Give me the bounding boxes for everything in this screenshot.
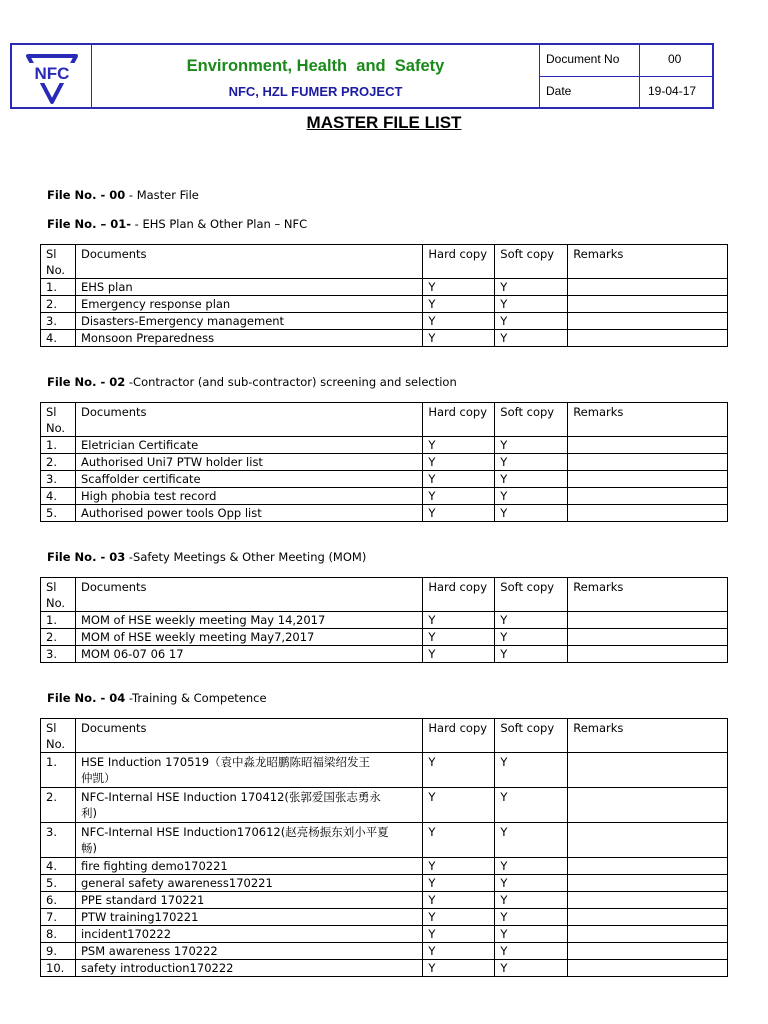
- title-cell: [92, 45, 540, 107]
- hard-copy-value: Y: [423, 454, 495, 471]
- remarks-value: [568, 471, 728, 488]
- document-name: Disasters-Emergency management: [75, 313, 422, 330]
- table-row: [41, 788, 728, 823]
- sl-no: 3.: [41, 646, 76, 663]
- file-03-heading: [47, 550, 366, 564]
- remarks-value: [568, 875, 728, 892]
- sl-no: 4.: [41, 330, 76, 347]
- hard-copy-value: Y: [423, 330, 495, 347]
- soft-copy-header: Soft copy: [495, 245, 568, 279]
- sl-no: 2.: [41, 296, 76, 313]
- meta-cell: [540, 45, 712, 107]
- table-row: [41, 823, 728, 858]
- sl-no: 4.: [41, 858, 76, 875]
- hard-copy-value: Y: [423, 488, 495, 505]
- table-row: [41, 646, 728, 663]
- file-02-table: [40, 402, 728, 522]
- sl-no: 3.: [41, 823, 76, 858]
- remarks-value: [568, 313, 728, 330]
- soft-copy-value: Y: [495, 629, 568, 646]
- table-row: [41, 313, 728, 330]
- document-name: Eletrician Certificate: [75, 437, 422, 454]
- remarks-value: [568, 858, 728, 875]
- remarks-value: [568, 505, 728, 522]
- document-name: PTW training170221: [75, 909, 422, 926]
- table-row: [41, 753, 728, 788]
- remarks-value: [568, 823, 728, 858]
- file-00-desc: - Master File: [125, 188, 199, 202]
- soft-copy-value: Y: [495, 875, 568, 892]
- table-header-row: [41, 578, 728, 612]
- soft-copy-value: Y: [495, 960, 568, 977]
- file-03-prefix: File No. - 03: [47, 550, 126, 564]
- remarks-header: Remarks: [568, 245, 728, 279]
- remarks-value: [568, 437, 728, 454]
- document-name: general safety awareness170221: [75, 875, 422, 892]
- document-name: Scaffolder certificate: [75, 471, 422, 488]
- table-row: [41, 943, 728, 960]
- sl-no: 6.: [41, 892, 76, 909]
- sl-no: 8.: [41, 926, 76, 943]
- remarks-value: [568, 909, 728, 926]
- table-row: [41, 875, 728, 892]
- table-row: [41, 909, 728, 926]
- document-name: MOM 06-07 06 17: [75, 646, 422, 663]
- hard-copy-value: Y: [423, 279, 495, 296]
- sl-no-header: Sl No.: [41, 245, 76, 279]
- table-header-row: [41, 245, 728, 279]
- documents-header: Documents: [75, 719, 422, 753]
- soft-copy-value: Y: [495, 909, 568, 926]
- file-04-prefix: File No. - 04: [47, 691, 126, 705]
- soft-copy-value: Y: [495, 471, 568, 488]
- soft-copy-value: Y: [495, 646, 568, 663]
- document-name: High phobia test record: [75, 488, 422, 505]
- nfc-logo: [14, 46, 90, 108]
- hard-copy-header: Hard copy: [423, 403, 495, 437]
- hard-copy-value: Y: [423, 858, 495, 875]
- document-header: [10, 43, 714, 109]
- file-00-prefix: File No. - 00: [47, 188, 126, 202]
- soft-copy-value: Y: [495, 330, 568, 347]
- document-name: NFC-Internal HSE Induction 170412(张郭爱国张志勇永 利): [75, 788, 422, 823]
- soft-copy-value: Y: [495, 823, 568, 858]
- remarks-value: [568, 926, 728, 943]
- remarks-value: [568, 788, 728, 823]
- table-row: [41, 505, 728, 522]
- file-04-desc: -Training & Competence: [125, 691, 267, 705]
- sl-no: 2.: [41, 629, 76, 646]
- hard-copy-value: Y: [423, 646, 495, 663]
- documents-header: Documents: [75, 578, 422, 612]
- sl-no-header: Sl No.: [41, 578, 76, 612]
- sl-no: 5.: [41, 875, 76, 892]
- doc-no-row: [540, 45, 712, 76]
- sl-no: 3.: [41, 471, 76, 488]
- sl-no: 3.: [41, 313, 76, 330]
- soft-copy-value: Y: [495, 279, 568, 296]
- doc-no-label: Document No: [540, 45, 640, 76]
- table-row: [41, 454, 728, 471]
- hard-copy-value: Y: [423, 505, 495, 522]
- soft-copy-value: Y: [495, 454, 568, 471]
- file-04-heading: [47, 691, 267, 705]
- document-name: PSM awareness 170222: [75, 943, 422, 960]
- remarks-value: [568, 646, 728, 663]
- sl-no: 1.: [41, 612, 76, 629]
- remarks-value: [568, 488, 728, 505]
- soft-copy-value: Y: [495, 437, 568, 454]
- soft-copy-value: Y: [495, 296, 568, 313]
- hard-copy-value: Y: [423, 926, 495, 943]
- remarks-value: [568, 629, 728, 646]
- hard-copy-header: Hard copy: [423, 578, 495, 612]
- table-row: [41, 471, 728, 488]
- remarks-value: [568, 454, 728, 471]
- hard-copy-value: Y: [423, 875, 495, 892]
- document-name: HSE Induction 170519（袁中淼龙昭鹏陈昭福梁绍发王 仲凯）: [75, 753, 422, 788]
- document-name: Monsoon Preparedness: [75, 330, 422, 347]
- table-row: [41, 858, 728, 875]
- soft-copy-value: Y: [495, 612, 568, 629]
- file-02-heading: [47, 375, 457, 389]
- table-row: [41, 629, 728, 646]
- remarks-value: [568, 279, 728, 296]
- table-row: [41, 892, 728, 909]
- soft-copy-value: Y: [495, 858, 568, 875]
- table-row: [41, 296, 728, 313]
- hard-copy-value: Y: [423, 437, 495, 454]
- table-row: [41, 960, 728, 977]
- logo-cell: [12, 45, 92, 107]
- hard-copy-value: Y: [423, 313, 495, 330]
- hard-copy-header: Hard copy: [423, 245, 495, 279]
- sl-no: 7.: [41, 909, 76, 926]
- document-name: Authorised power tools Opp list: [75, 505, 422, 522]
- doc-no-value: 00: [668, 52, 682, 66]
- remarks-header: Remarks: [568, 403, 728, 437]
- logo-text: NFC: [34, 64, 70, 83]
- file-03-table: [40, 577, 728, 663]
- hard-copy-value: Y: [423, 296, 495, 313]
- documents-header: Documents: [75, 403, 422, 437]
- sl-no: 9.: [41, 943, 76, 960]
- hard-copy-value: Y: [423, 943, 495, 960]
- remarks-value: [568, 960, 728, 977]
- sl-no: 2.: [41, 454, 76, 471]
- soft-copy-value: Y: [495, 488, 568, 505]
- date-label: Date: [540, 77, 640, 108]
- table-row: [41, 279, 728, 296]
- documents-header: Documents: [75, 245, 422, 279]
- sl-no: 1.: [41, 753, 76, 788]
- hard-copy-value: Y: [423, 892, 495, 909]
- soft-copy-value: Y: [495, 753, 568, 788]
- hard-copy-header: Hard copy: [423, 719, 495, 753]
- soft-copy-value: Y: [495, 505, 568, 522]
- remarks-value: [568, 330, 728, 347]
- file-04-table: [40, 718, 728, 977]
- hard-copy-value: Y: [423, 471, 495, 488]
- file-01-prefix: File No. – 01-: [47, 217, 131, 231]
- table-header-row: [41, 403, 728, 437]
- header-subtitle: NFC, HZL FUMER PROJECT: [228, 84, 403, 99]
- document-name: EHS plan: [75, 279, 422, 296]
- soft-copy-value: Y: [495, 313, 568, 330]
- sl-no: 10.: [41, 960, 76, 977]
- table-row: [41, 612, 728, 629]
- table-row: [41, 488, 728, 505]
- document-name: MOM of HSE weekly meeting May7,2017: [75, 629, 422, 646]
- file-00-heading: [47, 188, 199, 202]
- date-row: [540, 76, 712, 108]
- file-02-prefix: File No. - 02: [47, 375, 126, 389]
- soft-copy-value: Y: [495, 943, 568, 960]
- sl-no-header: Sl No.: [41, 719, 76, 753]
- soft-copy-value: Y: [495, 892, 568, 909]
- hard-copy-value: Y: [423, 823, 495, 858]
- hard-copy-value: Y: [423, 960, 495, 977]
- header-title: Environment, Health and Safety: [186, 57, 445, 75]
- file-01-table: [40, 244, 728, 347]
- soft-copy-header: Soft copy: [495, 719, 568, 753]
- document-name: MOM of HSE weekly meeting May 14,2017: [75, 612, 422, 629]
- file-03-desc: -Safety Meetings & Other Meeting (MOM): [125, 550, 367, 564]
- file-02-desc: -Contractor (and sub-contractor) screening and selection: [125, 375, 457, 389]
- file-01-heading: [47, 217, 307, 231]
- table-row: [41, 926, 728, 943]
- sl-no: 5.: [41, 505, 76, 522]
- soft-copy-header: Soft copy: [495, 403, 568, 437]
- document-name: incident170222: [75, 926, 422, 943]
- remarks-value: [568, 612, 728, 629]
- remarks-header: Remarks: [568, 719, 728, 753]
- soft-copy-value: Y: [495, 788, 568, 823]
- soft-copy-header: Soft copy: [495, 578, 568, 612]
- hard-copy-value: Y: [423, 753, 495, 788]
- sl-no-header: Sl No.: [41, 403, 76, 437]
- document-name: Authorised Uni7 PTW holder list: [75, 454, 422, 471]
- table-row: [41, 437, 728, 454]
- hard-copy-value: Y: [423, 909, 495, 926]
- soft-copy-value: Y: [495, 926, 568, 943]
- document-name: safety introduction170222: [75, 960, 422, 977]
- remarks-value: [568, 753, 728, 788]
- document-name: fire fighting demo170221: [75, 858, 422, 875]
- document-name: NFC-Internal HSE Induction170612(赵亮杨振东刘小平夏 畅): [75, 823, 422, 858]
- sl-no: 2.: [41, 788, 76, 823]
- file-01-desc: - EHS Plan & Other Plan – NFC: [130, 217, 308, 231]
- sl-no: 1.: [41, 437, 76, 454]
- hard-copy-value: Y: [423, 612, 495, 629]
- sl-no: 4.: [41, 488, 76, 505]
- remarks-value: [568, 892, 728, 909]
- table-header-row: [41, 719, 728, 753]
- date-value: 19-04-17: [648, 83, 697, 98]
- sl-no: 1.: [41, 279, 76, 296]
- document-name: Emergency response plan: [75, 296, 422, 313]
- remarks-header: Remarks: [568, 578, 728, 612]
- hard-copy-value: Y: [423, 788, 495, 823]
- hard-copy-value: Y: [423, 629, 495, 646]
- document-name: PPE standard 170221: [75, 892, 422, 909]
- remarks-value: [568, 296, 728, 313]
- remarks-value: [568, 943, 728, 960]
- table-row: [41, 330, 728, 347]
- page-title: MASTER FILE LIST: [306, 113, 462, 132]
